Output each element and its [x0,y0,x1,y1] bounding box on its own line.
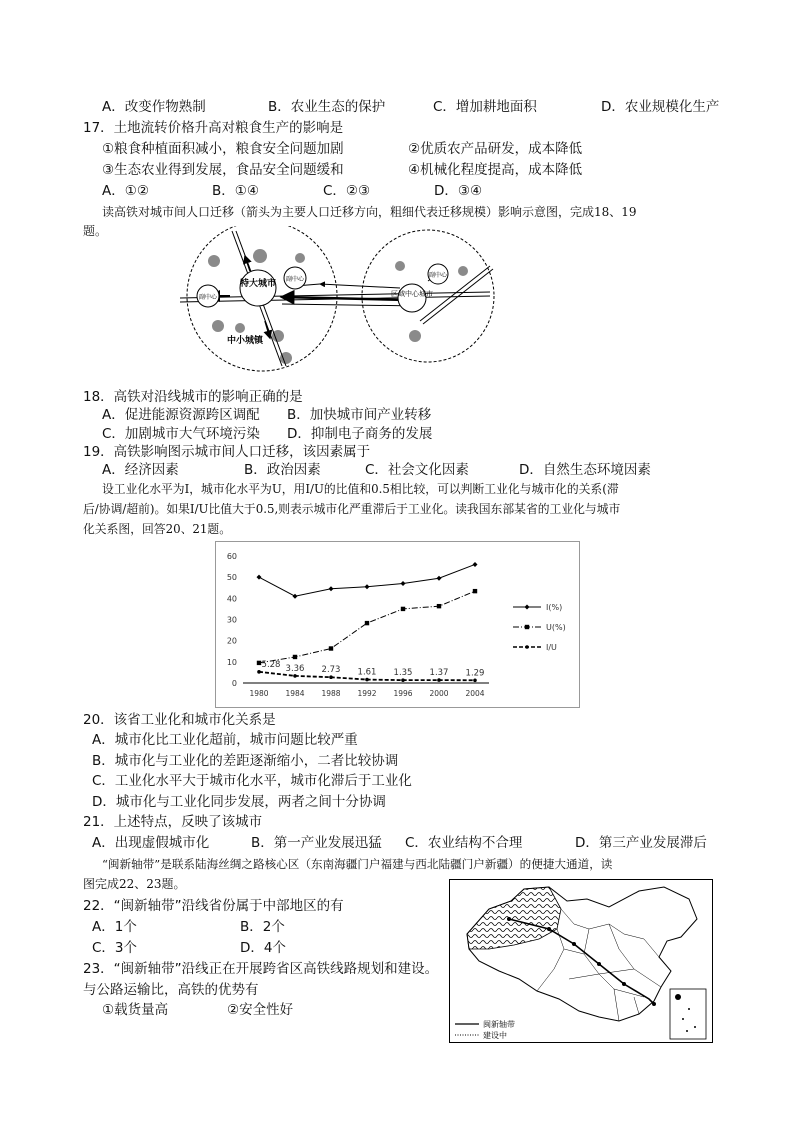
intro-20-21-line2: 后/协调/超前)。如果I/U比值大于0.5,则表示城市化严重滞后于工业化。读我国东部某省的工业化与城市 [83,502,621,516]
q18-option-d[interactable]: D．抑制电子商务的发展 [287,426,433,442]
q17-item-3: ③生态农业得到发展，食品安全问题缓和 [102,162,344,178]
y-tick-label: 20 [226,636,237,646]
sub-center-label-left: 副中心 [198,294,218,301]
q23-item-1: ①载货量高 [102,1002,169,1018]
q22-option-d[interactable]: D．4个 [240,940,286,956]
intro-20-21-line1: 设工业化水平为I，城市化水平为U，用I/U的比值和0.5相比较，可以判断工业化与城市化的关系(滞 [102,482,619,496]
q18-option-b[interactable]: B．加快城市间产业转移 [287,407,432,423]
q20-option-d[interactable]: D．城市化与工业化同步发展，两者之间十分协调 [92,794,386,810]
x-tick-label: 1992 [357,689,377,698]
q17-option-a[interactable]: A．①② [102,183,149,199]
migration-diagram [170,226,500,376]
small-town-label: 中小城镇 [226,336,264,346]
data-label: 1.29 [465,668,485,679]
y-tick-label: 60 [226,552,237,561]
data-point [257,670,261,674]
q17-item-1: ①粮食种植面积减小，粮食安全问题加剧 [102,141,344,157]
data-point [437,604,441,608]
q23-stem-line2: 与公路运输比，高铁的优势有 [83,982,259,998]
q21-option-c[interactable]: C．农业结构不合理 [405,835,523,851]
q19-option-c[interactable]: C．社会文化因素 [365,462,469,478]
intro-18-19-line2: 题。 [83,224,108,238]
q22-stem: 22．“闽新轴带”沿线省份属于中部地区的有 [83,898,344,914]
q16-option-c[interactable]: C．增加耕地面积 [433,99,537,115]
data-point [401,678,405,682]
q17-item-4: ④机械化程度提高，成本降低 [408,162,583,178]
legend-label: I/U [546,643,557,652]
q19-stem: 19．高铁影响图示城市间人口迁移，该因素属于 [83,444,371,460]
q19-option-b[interactable]: B．政治因素 [244,462,321,478]
data-point [473,589,477,593]
data-point [473,678,477,682]
intro-20-21-line3: 化关系图，回答20、21题。 [83,522,231,536]
q20-option-a[interactable]: A．城市化比工业化超前，城市问题比较严重 [92,732,358,748]
data-label: 1.35 [393,668,413,679]
big-city-label: 特大城市 [239,279,277,289]
legend-label: I(%) [546,603,563,612]
legend-axis-label: 闽新轴带 [483,1020,515,1029]
regional-city-label: 区域中心城市 [391,290,433,298]
data-point [401,607,405,611]
q22-option-a[interactable]: A．1个 [92,919,137,935]
sub-center-label-right: 副中心 [285,276,305,283]
x-tick-label: 2000 [429,689,449,698]
data-point [257,661,261,665]
q17-option-b[interactable]: B．①④ [212,183,259,199]
intro-18-19-line1: 读高铁对城市间人口迁移（箭头为主要人口迁移方向，粗细代表迁移规模）影响示意图，完成18、19 [102,205,637,219]
q17-stem: 17．土地流转价格升高对粮食生产的影响是 [83,120,344,136]
industrialization-urbanization-chart [215,541,580,708]
data-label: 2.73 [321,665,341,676]
x-tick-label: 1996 [393,689,413,698]
q17-option-d[interactable]: D．③④ [434,183,483,199]
china-map [449,879,713,1043]
data-point [293,674,297,678]
q21-option-d[interactable]: D．第三产业发展滞后 [575,835,707,851]
legend-building-label: 建设中 [483,1031,507,1040]
intro-22-23-line1: “闽新轴带”是联系陆海丝绸之路核心区（东南海疆门户福建与西北陆疆门户新疆）的便捷大通道，读 [102,857,613,871]
data-label: 3.36 [285,663,305,674]
y-tick-label: 30 [226,615,237,625]
data-point [293,655,297,659]
q23-stem-line1: 23．“闽新轴带”沿线正在开展跨省区高铁线路规划和建设。 [83,961,439,977]
intro-22-23-line2: 图完成22、23题。 [83,877,186,891]
data-point [365,621,369,625]
q20-option-b[interactable]: B．城市化与工业化的差距逐渐缩小，二者比较协调 [92,753,399,769]
legend-marker [525,625,529,629]
sub-center-label-east: 副中心 [428,272,448,279]
q19-option-a[interactable]: A．经济因素 [102,462,179,478]
q21-stem: 21．上述特点，反映了该城市 [83,814,263,830]
q18-option-a[interactable]: A．促进能源资源跨区调配 [102,407,260,423]
legend-marker [525,645,529,649]
x-tick-label: 1988 [321,689,341,698]
q21-option-b[interactable]: B．第一产业发展迅猛 [251,835,382,851]
small-town-dots [208,249,468,364]
y-tick-label: 0 [231,679,237,688]
x-tick-label: 1980 [249,689,269,698]
q16-option-b[interactable]: B．农业生态的保护 [268,99,386,115]
data-label: 1.61 [357,667,377,678]
y-tick-label: 10 [226,657,237,667]
q20-stem: 20．该省工业化和城市化关系是 [83,712,276,728]
q21-option-a[interactable]: A．出现虚假城市化 [92,835,210,851]
q17-option-c[interactable]: C．②③ [323,183,371,199]
x-tick-label: 2004 [465,689,485,698]
data-point [365,678,369,682]
q18-option-c[interactable]: C．加剧城市大气环境污染 [102,426,260,442]
q22-option-b[interactable]: B．2个 [240,919,285,935]
legend-label: U(%) [546,623,566,632]
x-tick-label: 1984 [285,689,305,698]
data-point [437,678,441,682]
regional-city-node [398,284,426,312]
data-label: 1.37 [429,668,449,679]
q18-stem: 18．高铁对沿线城市的影响正确的是 [83,389,303,405]
q16-option-d[interactable]: D．农业规模化生产 [601,99,720,115]
data-label: 5.28 [261,659,281,670]
q17-item-2: ②优质农产品研发，成本降低 [408,141,583,157]
data-point [329,646,333,650]
y-tick-label: 40 [226,594,237,604]
q23-item-2: ②安全性好 [227,1002,294,1018]
q19-option-d[interactable]: D．自然生态环境因素 [519,462,651,478]
q16-option-a[interactable]: A．改变作物熟制 [102,99,206,115]
q20-option-c[interactable]: C．工业化水平大于城市化水平，城市化滞后于工业化 [92,773,412,789]
q22-option-c[interactable]: C．3个 [92,940,138,956]
data-point [329,675,333,679]
y-tick-label: 50 [226,573,237,583]
